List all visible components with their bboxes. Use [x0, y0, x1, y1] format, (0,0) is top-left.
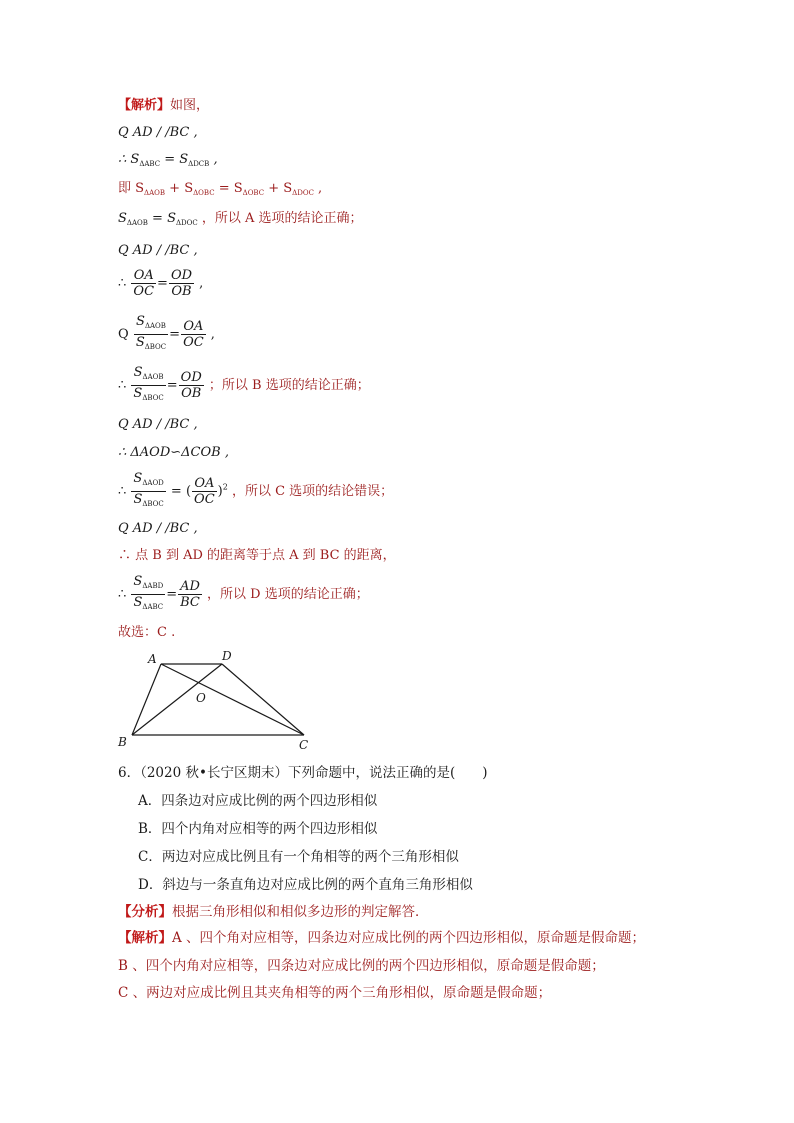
- given-line-4: Q AD / /BC ,: [118, 521, 198, 536]
- analysis-intro: 如图，: [170, 98, 210, 113]
- option-c: C．两边对应成比例且有一个角相等的两个三角形相似: [138, 849, 459, 865]
- similarity-line: ∴ ΔAOD∽ΔCOB ,: [118, 445, 229, 460]
- fraction: $\frac{OA}{OC}$: [133, 268, 155, 299]
- fraction: $\frac{S_{\Delta AOB}}{S_{\Delta BOC}}$: [135, 314, 167, 351]
- label-c: C: [299, 738, 309, 752]
- area-equality-3: $S_{\Delta AOB} = S_{\Delta DOC}$ ，所以 A 选项的结论正确；: [118, 211, 363, 227]
- fraction: $\frac{S_{\Delta AOD}}{S_{\Delta BOC}}$: [133, 471, 164, 508]
- question-6-solution-3: C 、两边对应成比例且其夹角相等的两个三角形相似，原命题是假命题；: [118, 985, 552, 1001]
- question-6-stem: 6．（2020 秋•长宁区期末）下列命题中，说法正确的是( ): [118, 765, 488, 781]
- given-line-2: Q AD / /BC ,: [118, 243, 198, 258]
- diagonal-bd: [132, 664, 222, 735]
- ratio-line-5: ∴ $\frac{S_{\Delta ABD}}{S_{\Delta ABC}}$ = $\frac{AD}{BC}$ ，所以 D 选项的结论正确；: [118, 574, 369, 615]
- fraction: $\frac{OD}{OB}$: [180, 370, 202, 401]
- question-6-analysis: 【分析】根据三角形相似和相似多边形的判定解答．: [118, 904, 429, 920]
- distance-line: ∴ 点 B 到 AD 的距离等于点 A 到 BC 的距离，: [118, 548, 396, 563]
- given-line-3: Q AD / /BC ,: [118, 417, 198, 432]
- label-o: O: [196, 691, 206, 705]
- fraction: $\frac{AD}{BC}$: [180, 579, 200, 610]
- ratio-line-3: ∴ $\frac{S_{\Delta AOB}}{S_{\Delta BOC}}$ = $\frac{OD}{OB}$ ；所以 B 选项的结论正确；: [118, 365, 370, 406]
- trapezoid-figure: [112, 645, 322, 755]
- label-b: B: [118, 735, 127, 749]
- given-line-1: Q AD / /BC ,: [118, 125, 198, 140]
- fraction: $\frac{S_{\Delta AOB}}{S_{\Delta BOC}}$: [133, 365, 164, 402]
- area-equality-2: 即 $S_{\Delta AOB} + S_{\Delta OBC} = S_{\Delta OBC} + S_{\Delta DOC}$ ,: [118, 181, 323, 197]
- ratio-line-4: ∴ $\frac{S_{\Delta AOD}}{S_{\Delta BOC}}$ = ( $\frac{OA}{OC}$ )$^2$ ，所以 C 选项的结论错误；: [118, 471, 393, 512]
- option-b: B．四个内角对应相等的两个四边形相似: [138, 821, 378, 837]
- segment-ab: [132, 664, 161, 735]
- analysis-heading: [118, 97, 209, 115]
- fraction: $\frac{OD}{OB}$: [170, 268, 193, 299]
- label-a: A: [148, 652, 157, 666]
- answer-line: 故选：C .: [118, 625, 176, 640]
- ratio-line-2: Q $\frac{S_{\Delta AOB}}{S_{\Delta BOC}}$ = $\frac{OA}{OC}$ ,: [118, 314, 215, 355]
- ratio-line-1: ∴ $\frac{OA}{OC}$ = $\frac{OD}{OB}$ ,: [118, 268, 204, 299]
- fraction: $\frac{OA}{OC}$: [183, 319, 204, 350]
- label-d: D: [222, 649, 232, 663]
- diagonal-ac: [161, 664, 304, 735]
- analysis-label: 【解析】: [118, 98, 171, 113]
- area-equality-1: ∴ $S_{\Delta ABC} = S_{\Delta DCB}$ ,: [118, 152, 218, 168]
- segment-dc: [222, 664, 304, 735]
- question-6-solution-2: B 、四个内角对应相等，四条边对应成比例的两个四边形相似，原命题是假命题；: [118, 958, 605, 974]
- fraction: $\frac{OA}{OC}$: [194, 476, 215, 507]
- fraction: $\frac{S_{\Delta ABD}}{S_{\Delta ABC}}$: [133, 574, 164, 611]
- option-a: A．四条边对应成比例的两个四边形相似: [138, 793, 378, 809]
- question-6-solution-1: 【解析】A 、四个角对应相等，四条边对应成比例的两个四边形相似，原命题是假命题；: [118, 930, 646, 946]
- option-d: D．斜边与一条直角边对应成比例的两个直角三角形相似: [138, 877, 473, 893]
